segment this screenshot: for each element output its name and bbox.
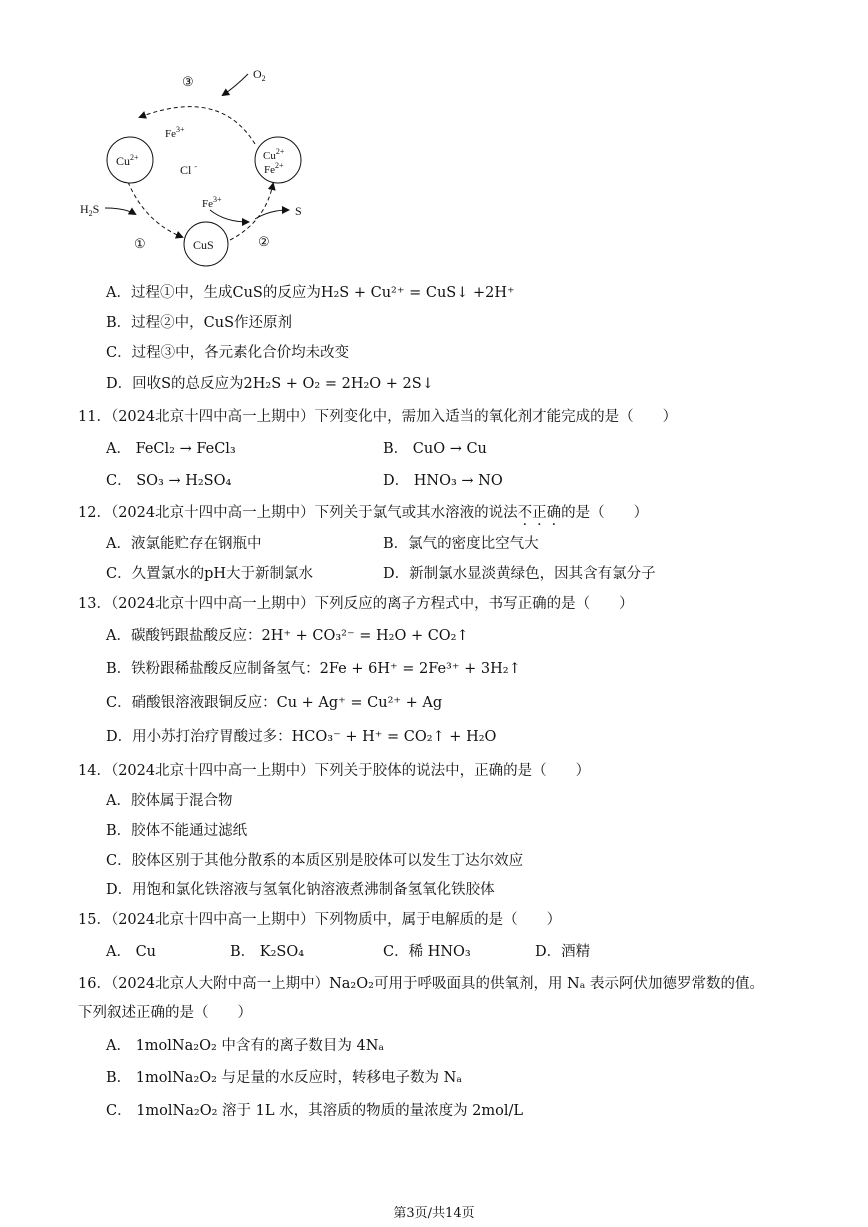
q11-stem: 11．（2024北京十四中高一上期中）下列变化中，需加入适当的氧化剂才能完成的是（ ）: [78, 409, 678, 425]
o2-label: O: [253, 67, 262, 81]
step-3-label: ③: [182, 74, 194, 89]
cl-label: Cl: [180, 163, 192, 177]
q15-stem: 15．（2024北京十四中高一上期中）下列物质中，属于电解质的是（ ）: [78, 912, 562, 928]
q13-stem: 13．（2024北京十四中高一上期中）下列反应的离子方程式中，书写正确的是（ ）: [78, 596, 634, 612]
q16-stem-line2: 下列叙述正确的是（ ）: [78, 1005, 252, 1021]
q12-option-a: A．液氯能贮存在钢瓶中: [106, 536, 262, 552]
step-2-label: ②: [258, 234, 270, 249]
cu2-right-label: Cu: [263, 150, 276, 162]
q16-option-a: A． 1molNa₂O₂ 中含有的离子数目为 4Nₐ: [106, 1038, 384, 1054]
q11-option-d: D． HNO₃ → NO: [383, 473, 503, 489]
q10-option-b: B．过程②中，CuS作还原剂: [106, 315, 293, 331]
cu2-fe2-circle: [255, 137, 301, 183]
fe2-right-label: Fe: [264, 164, 275, 176]
cycle-arc-left: [128, 182, 182, 237]
emphasis-char: 确: [546, 505, 562, 521]
fe3-mid-label: Fe: [202, 198, 213, 210]
q14-stem: 14．（2024北京十四中高一上期中）下列关于胶体的说法中，正确的是（ ）: [78, 763, 591, 779]
q13-option-c: C．硝酸银溶液跟铜反应：Cu + Ag⁺ = Cu²⁺ + Ag: [106, 695, 443, 711]
q16-option-c: C． 1molNa₂O₂ 溶于 1L 水，其溶质的物质的量浓度为 2mol/L: [106, 1103, 524, 1119]
q14-option-d: D．用饱和氯化铁溶液与氢氧化钠溶液煮沸制备氢氧化铁胶体: [106, 882, 495, 898]
svg-text:O2: $O_2$: [253, 67, 266, 83]
cu2-label: Cu: [116, 154, 131, 168]
q10-option-c: C．过程③中，各元素化合价均未改变: [106, 345, 350, 361]
h2s-label: H: [80, 202, 89, 216]
q10-option-d: D．回收S的总反应为2H₂S + O₂ = 2H₂O + 2S↓: [106, 376, 434, 392]
svg-text:H2S: $H_2S$: [80, 202, 100, 218]
q11-option-b: B． CuO → Cu: [383, 441, 487, 457]
q12-option-d: D．新制氯水显淡黄绿色，因其含有氯分子: [383, 566, 656, 582]
q14-option-b: B．胶体不能通过滤纸: [106, 823, 248, 839]
svg-text:Cu2+: $Cu^{2+}$: [263, 147, 285, 162]
cycle-arc-right: [230, 184, 273, 240]
emphasis-char: 不: [517, 505, 533, 521]
step-1-label: ①: [134, 236, 146, 251]
s-product-label: S: [295, 204, 302, 218]
fe3-top-label: Fe: [165, 128, 176, 140]
reaction-cycle-diagram: [70, 62, 320, 277]
q15-option-a: A． Cu: [106, 944, 157, 960]
svg-text:Cu2+: $Cu^{2+}$: [116, 153, 139, 168]
cus-label: CuS: [193, 238, 214, 252]
s-arrow: [255, 210, 288, 219]
o2-arrow: [223, 74, 248, 95]
q13-option-b: B．铁粉跟稀盐酸反应制备氢气：2Fe + 6H⁺ = 2Fe³⁺ + 3H₂↑: [106, 661, 521, 677]
h2s-arrow: [105, 208, 135, 214]
q12-option-c: C．久置氯水的pH大于新制氯水: [106, 566, 314, 582]
q13-option-d: D．用小苏打治疗胃酸过多：HCO₃⁻ + H⁺ = CO₂↑ + H₂O: [106, 729, 497, 745]
cycle-arc-top: [140, 107, 255, 144]
fe3-arrow: [210, 210, 248, 222]
q16-stem-line1: 16．（2024北京人大附中高一上期中）Na₂O₂可用于呼吸面具的供氧剂，用 Nₐ 表示阿伏加德罗常数的值。: [78, 976, 764, 992]
q16-option-b: B． 1molNa₂O₂ 与足量的水反应时，转移电子数为 Nₐ: [106, 1070, 462, 1086]
q14-option-a: A．胶体属于混合物: [106, 793, 233, 809]
q15-option-d: D．酒精: [535, 944, 591, 960]
q10-option-a: A．过程①中，生成CuS的反应为H₂S + Cu²⁺ = CuS↓ +2H⁺: [106, 285, 515, 301]
q15-option-c: C．稀 HNO₃: [383, 944, 471, 960]
svg-text:Cl-: Cl -: [180, 162, 198, 177]
q11-option-a: A． FeCl₂ → FeCl₃: [106, 441, 236, 457]
q13-option-a: A．碳酸钙跟盐酸反应：2H⁺ + CO₃²⁻ = H₂O + CO₂↑: [106, 628, 469, 644]
q12-option-b: B．氯气的密度比空气大: [383, 536, 539, 552]
svg-text:Fe3+: $Fe^{3+}$: [202, 195, 222, 210]
svg-text:Fe2+: $Fe^{2+}$: [264, 161, 284, 176]
q15-option-b: B． K₂SO₄: [230, 944, 305, 960]
svg-text:Fe3+: $Fe^{3+}$: [165, 125, 185, 140]
emphasis-char: 正: [532, 505, 547, 521]
q11-option-c: C． SO₃ → H₂SO₄: [106, 473, 232, 489]
q14-option-c: C．胶体区别于其他分散系的本质区别是胶体可以发生丁达尔效应: [106, 853, 524, 869]
q12-stem: 12．（2024北京十四中高一上期中）下列关于氯气或其水溶液的说法不正确的是（ ）: [78, 505, 649, 521]
page-footer: 第3页/共14页: [393, 1206, 475, 1221]
